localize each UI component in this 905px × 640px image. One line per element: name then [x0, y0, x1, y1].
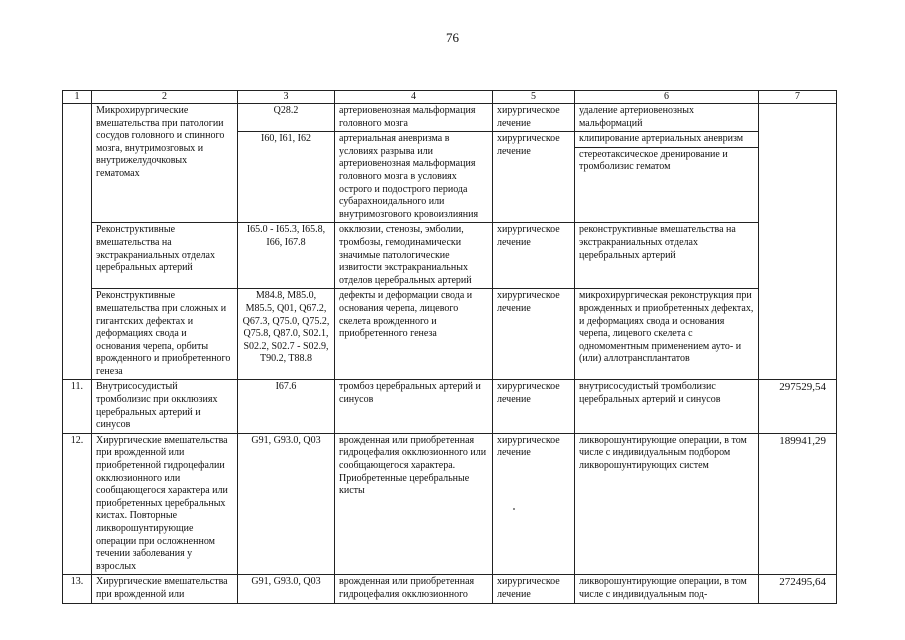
price: 272495,64: [759, 575, 837, 603]
intervention-name: Хирургические вмешательства при врожденной или: [92, 575, 238, 603]
treatment-type: хирургическое лечение: [493, 132, 575, 223]
intervention-name: Хирургические вмешательства при врожденной или приобретенной гидроцефалии окклюзионного или сообщающегося характера или приобретенных церебральных кистах. Повторные ликворошунтирующие операции при осложненном течении заболевания у взрослых: [92, 433, 238, 575]
row-number: 13.: [63, 575, 92, 603]
table-row: [63, 104, 837, 132]
row-number: 12.: [63, 433, 92, 575]
treatment-method: клипирование артериальных аневризм: [579, 133, 744, 145]
treatment-type: хирургическое лечение: [493, 433, 575, 575]
treatment-method: ликворошунтирующие операции, в том числе с индивидуальным подбором ликворошунтирующих систем: [575, 433, 759, 575]
column-header: 5: [493, 91, 575, 104]
diagnosis: артериальная аневризма в условиях разрыва или артериовенозная мальформация головного мозга в условиях острого и подострого периода субарахноидального или внутримозгового кровоизлияния: [335, 132, 493, 223]
table-row: [63, 575, 837, 603]
column-header: 2: [92, 91, 238, 104]
treatment-method: удаление артериовенозных мальформаций: [575, 104, 759, 132]
diagnosis: врожденная или приобретенная гидроцефалия окклюзионного или сообщающегося характера. Приобретенные церебральные кисты: [335, 433, 493, 575]
treatment-method: внутрисосудистый тромболизис церебральных артерий и синусов: [575, 380, 759, 433]
table-row: [63, 289, 837, 380]
diagnosis: дефекты и деформации свода и основания черепа, лицевого скелета врожденного и приобретенного генеза: [335, 289, 493, 380]
treatment-type: хирургическое лечение: [493, 223, 575, 289]
table-row: [63, 380, 837, 433]
column-number-row: [63, 91, 837, 104]
icd-codes: I65.0 - I65.3, I65.8, I66, I67.8: [238, 223, 335, 289]
column-header: 7: [759, 91, 837, 104]
price: [759, 104, 837, 380]
page-number: 76: [446, 30, 459, 45]
treatment-type: хирургическое лечение: [493, 289, 575, 380]
price: 189941,29: [759, 433, 837, 575]
icd-codes: Q28.2: [238, 104, 335, 132]
column-header: 6: [575, 91, 759, 104]
treatment-method: стереотаксическое дренирование и тромболизис гематом: [575, 147, 758, 174]
treatment-type: хирургическое лечение: [493, 575, 575, 603]
table-row: [63, 433, 837, 575]
row-number: 11.: [63, 380, 92, 433]
row-number: [63, 223, 92, 289]
icd-codes: I67.6: [238, 380, 335, 433]
medical-procedures-table: [62, 90, 837, 604]
column-header: 3: [238, 91, 335, 104]
icd-codes: G91, G93.0, Q03: [238, 433, 335, 575]
intervention-name: Реконструктивные вмешательства при сложных и гигантских дефектах и деформациях свода и основания черепа, орбиты врожденного и приобретенного генеза: [92, 289, 238, 380]
intervention-name: Микрохирургические вмешательства при патологии сосудов головного и спинного мозга, внутримозговых и внутрижелудочковых гематомах: [92, 104, 238, 223]
diagnosis: окклюзии, стенозы, эмболии, тромбозы, гемодинамически значимые патологические извитости экстракраниальных отделов церебральных артерий: [335, 223, 493, 289]
intervention-name: Внутрисосудистый тромболизис при окклюзиях церебральных артерий и синусов: [92, 380, 238, 433]
diagnosis: артериовенозная мальформация головного мозга: [335, 104, 493, 132]
column-header: 4: [335, 91, 493, 104]
scan-speck: [513, 508, 515, 510]
diagnosis: тромбоз церебральных артерий и синусов: [335, 380, 493, 433]
treatment-type: хирургическое лечение: [493, 104, 575, 132]
row-number: [63, 289, 92, 380]
treatment-method: реконструктивные вмешательства на экстракраниальных отделах церебральных артерий: [575, 223, 759, 289]
icd-codes: I60, I61, I62: [238, 132, 335, 223]
price: 297529,54: [759, 380, 837, 433]
treatment-method: микрохирургическая реконструкция при врожденных и приобретенных дефектах, и деформациях свода и основания черепа, лицевого скелета с одномоментным применением ауто- и (или) аллотрансплантатов: [575, 289, 759, 380]
treatment-type: хирургическое лечение: [493, 380, 575, 433]
diagnosis: врожденная или приобретенная гидроцефалия окклюзионного: [335, 575, 493, 603]
treatment-method-cell: [575, 132, 759, 223]
table-row: [63, 223, 837, 289]
icd-codes: M84.8, M85.0, M85.5, Q01, Q67.2, Q67.3, Q75.0, Q75.2, Q75.8, Q87.0, S02.1, S02.2, S02.7 - S02.9, T90.2, T88.8: [238, 289, 335, 380]
icd-codes: G91, G93.0, Q03: [238, 575, 335, 603]
intervention-name: Реконструктивные вмешательства на экстракраниальных отделах церебральных артерий: [92, 223, 238, 289]
column-header: 1: [63, 91, 92, 104]
treatment-method: ликворошунтирующие операции, в том числе с индивидуальным под-: [575, 575, 759, 603]
row-number: [63, 104, 92, 223]
